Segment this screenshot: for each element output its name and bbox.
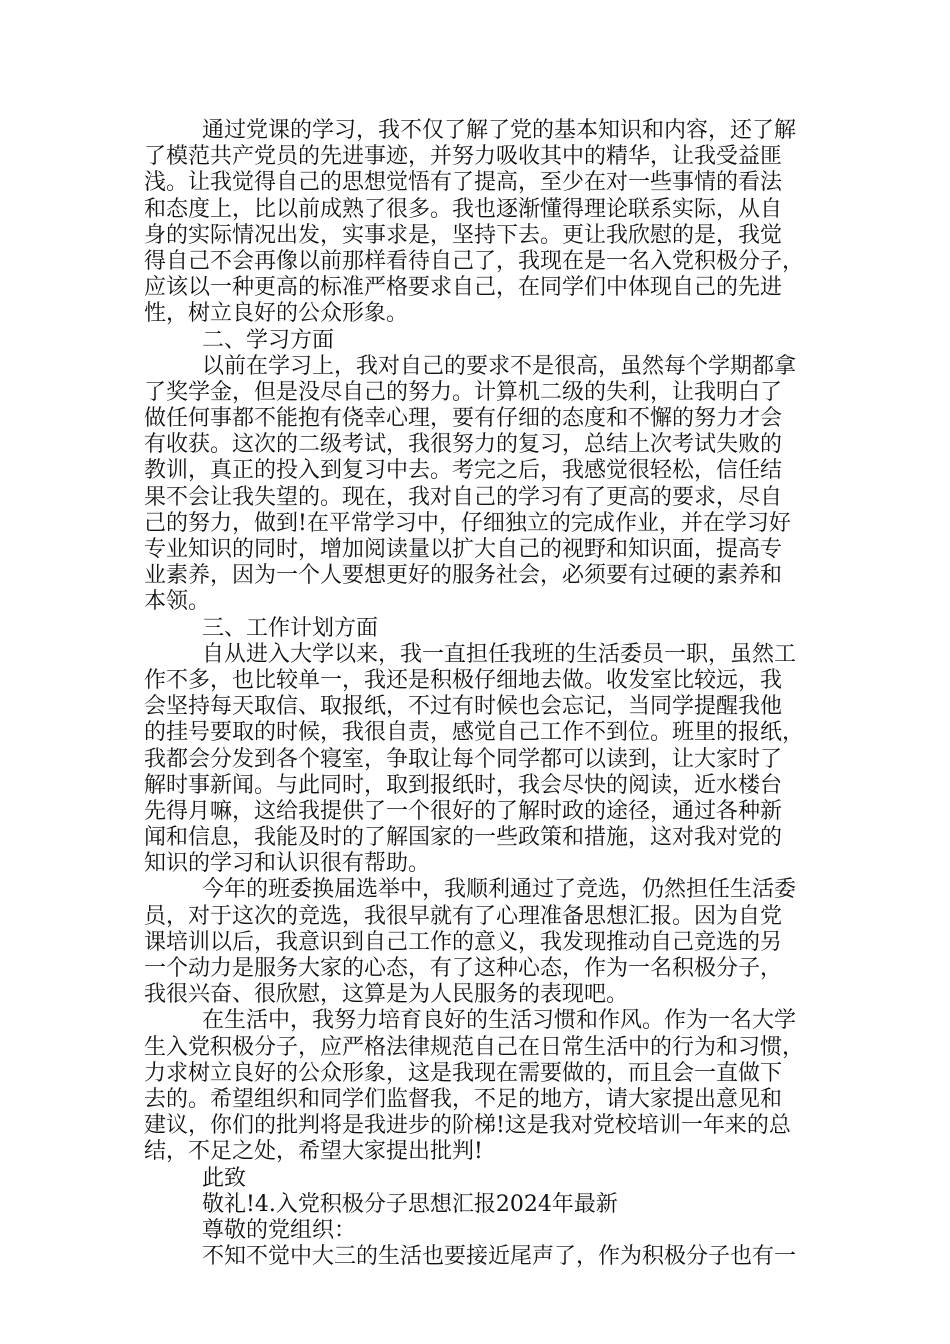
- text-line: 性，树立良好的公众形象。: [144, 301, 409, 327]
- text-line: 的挂号要取的时候，我很自责，感觉自己工作不到位。班里的报纸，: [144, 720, 805, 746]
- text-line: 有收获。这次的二级考试，我很努力的复习，总结上次考试失败的: [144, 432, 783, 458]
- text-line: 作不多，也比较单一，我还是积极仔细地去做。收发室比较远，我: [144, 667, 783, 693]
- text-line: 此致: [202, 1165, 247, 1191]
- text-line: 业素养，因为一个人要想更好的服务社会，必须要有过硬的素养和: [144, 563, 783, 589]
- text-line: 了奖学金，但是没尽自己的努力。计算机二级的失利，让我明白了: [144, 379, 783, 405]
- text-line: 我很兴奋、很欣慰，这算是为人民服务的表现吧。: [144, 982, 629, 1008]
- text-line: 先得月嘛，这给我提供了一个很好的了解时政的途径，通过各种新: [144, 798, 783, 824]
- text-line: 力求树立良好的公众形象，这是我现在需要做的，而且会一直做下: [144, 1060, 783, 1086]
- text-line: 建议，你们的批判将是我进步的阶梯!这是我对党校培训一年来的总: [144, 1113, 791, 1139]
- text-line: 生入党积极分子，应严格法律规范自己在日常生活中的行为和习惯，: [144, 1034, 805, 1060]
- text-line: 今年的班委换届选举中，我顺利通过了竞选，仍然担任生活委: [202, 877, 797, 903]
- text-line: 闻和信息，我能及时的了解国家的一些政策和措施，这对我对党的: [144, 825, 783, 851]
- text-line: 应该以一种更高的标准严格要求自己，在同学们中体现自己的先进: [144, 275, 783, 301]
- text-line: 三、工作计划方面: [202, 615, 379, 641]
- text-line: 果不会让我失望的。现在，我对自己的学习有了更高的要求，尽自: [144, 484, 783, 510]
- text-line: 解时事新闻。与此同时，取到报纸时，我会尽快的阅读，近水楼台: [144, 772, 783, 798]
- text-line: 自从进入大学以来，我一直担任我班的生活委员一职，虽然工: [202, 641, 797, 667]
- text-line: 专业知识的同时，增加阅读量以扩大自己的视野和知识面，提高专: [144, 537, 783, 562]
- text-line: 敬礼!4.入党积极分子思想汇报2024年最新: [202, 1191, 618, 1217]
- text-line: 本领。: [144, 589, 211, 615]
- text-line: 和态度上，比以前成熟了很多。我也逐渐懂得理论联系实际，从自: [144, 196, 783, 222]
- text-line: 一个动力是服务大家的心态，有了这种心态，作为一名积极分子，: [144, 956, 783, 981]
- text-line: 二、学习方面: [202, 327, 335, 353]
- text-line: 去的。希望组织和同学们监督我，不足的地方，请大家提出意见和: [144, 1086, 783, 1112]
- text-line: 在生活中，我努力培育良好的生活习惯和作风。作为一名大学: [202, 1008, 797, 1034]
- text-line: 尊敬的党组织：: [202, 1217, 357, 1243]
- text-line: 了模范共产党员的先进事迹，并努力吸收其中的精华，让我受益匪: [144, 144, 783, 170]
- text-line: 教训，真正的投入到复习中去。考完之后，我感觉很轻松，信任结: [144, 458, 783, 484]
- text-line: 通过党课的学习，我不仅了解了党的基本知识和内容，还了解: [202, 118, 797, 143]
- text-line: 浅。让我觉得自己的思想觉悟有了提高，至少在对一些事情的看法: [144, 170, 783, 196]
- text-line: 身的实际情况出发，实事求是，坚持下去。更让我欣慰的是，我觉: [144, 222, 783, 248]
- text-line: 会坚持每天取信、取报纸，不过有时候也会忘记，当同学提醒我他: [144, 694, 783, 720]
- text-line: 以前在学习上，我对自己的要求不是很高，虽然每个学期都拿: [202, 353, 797, 379]
- text-line: 己的努力，做到!在平常学习中，仔细独立的完成作业，并在学习好: [144, 510, 791, 536]
- text-line: 知识的学习和认识很有帮助。: [144, 851, 431, 877]
- text-line: 课培训以后，我意识到自己工作的意义，我发现推动自己竞选的另: [144, 929, 783, 955]
- text-line: 做任何事都不能抱有侥幸心理，要有仔细的态度和不懈的努力才会: [144, 406, 783, 432]
- text-line: 得自己不会再像以前那样看待自己了，我现在是一名入党积极分子，: [144, 248, 805, 274]
- text-line: 员，对于这次的竞选，我很早就有了心理准备思想汇报。因为自党: [144, 903, 783, 929]
- text-line: 结，不足之处，希望大家提出批判!: [144, 1139, 483, 1165]
- document-body: [144, 118, 816, 1270]
- text-line: 我都会分发到各个寝室，争取让每个同学都可以读到，让大家时了: [144, 746, 783, 772]
- text-line: 不知不觉中大三的生活也要接近尾声了，作为积极分子也有一: [202, 1244, 797, 1270]
